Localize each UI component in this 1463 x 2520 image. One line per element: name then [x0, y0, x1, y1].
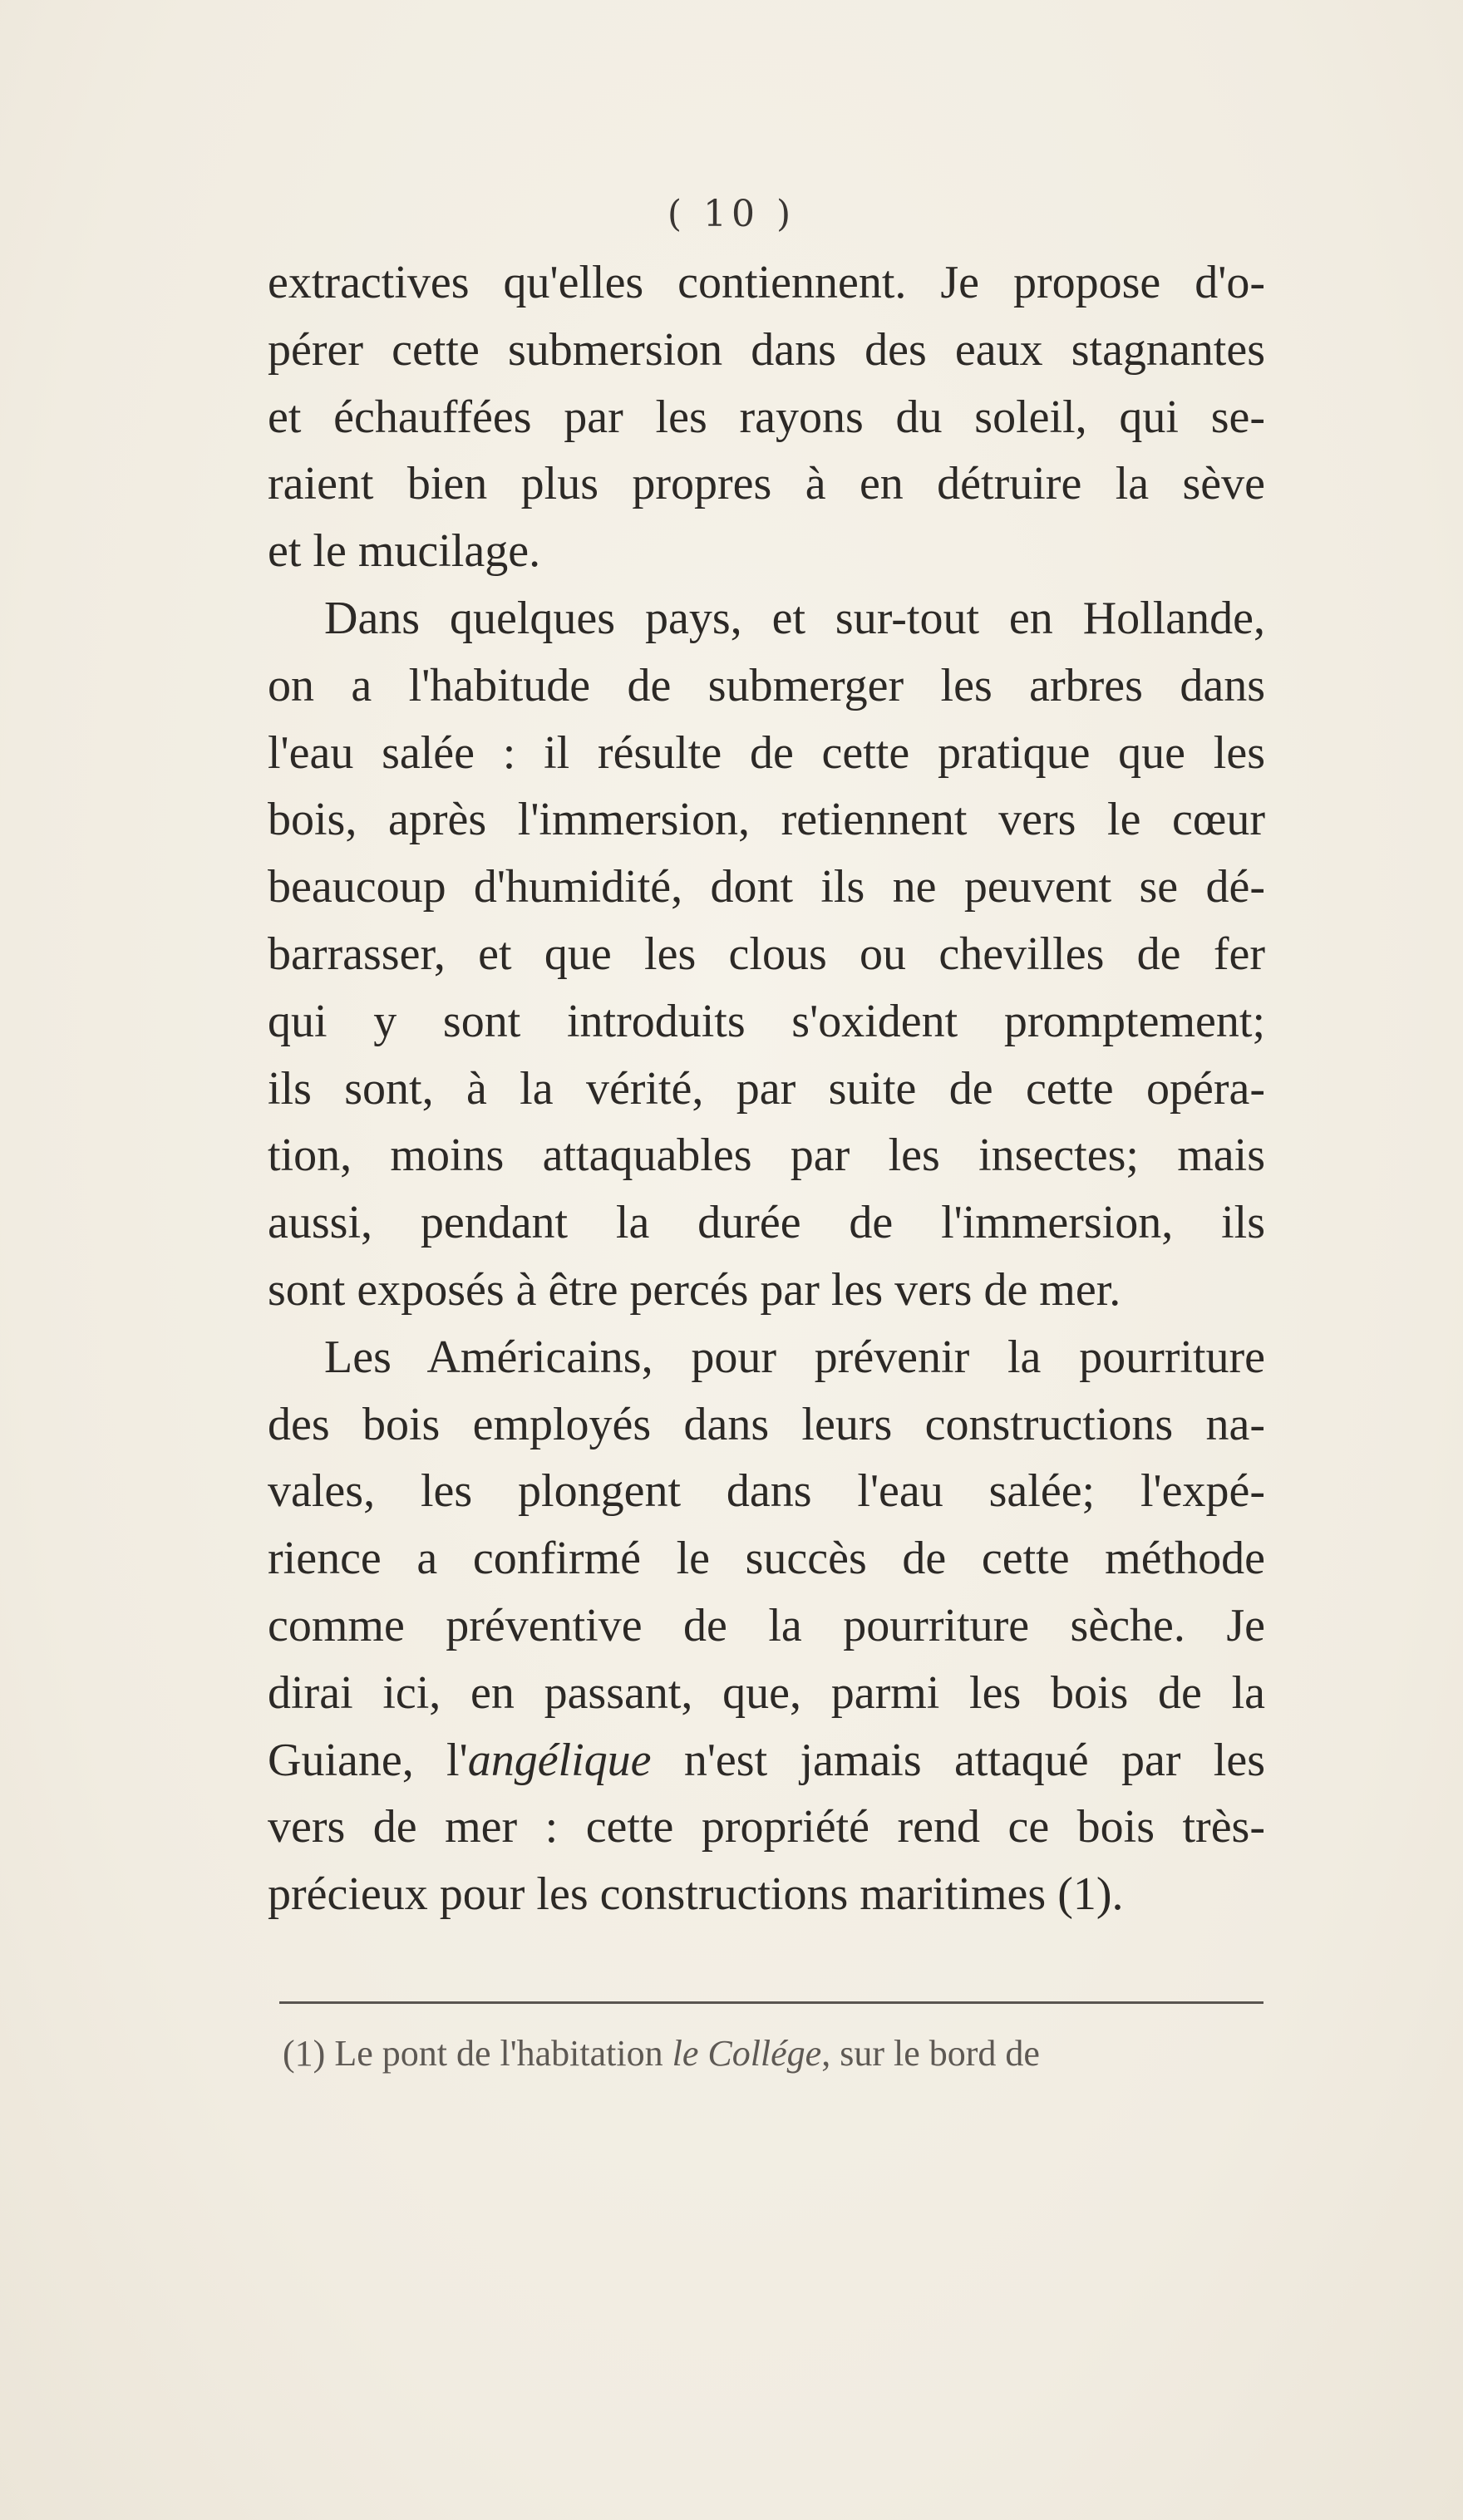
- text-line: raient bien plus propres à en détruire la sève: [268, 458, 1265, 510]
- text-line: qui y sont introduits s'oxident promptement;: [268, 995, 1265, 1047]
- text-line: pérer cette submersion dans des eaux stagnantes: [268, 323, 1265, 376]
- text-line: dirai ici, en passant, que, parmi les bois de la: [268, 1666, 1265, 1719]
- footnote-rule: [279, 2001, 1264, 2004]
- footnote: [283, 2032, 1280, 2075]
- text-line: extractives qu'elles contiennent. Je propose d'o-: [268, 257, 1265, 308]
- text-line-with-italic: [268, 1727, 1265, 1794]
- footnote-text: Le pont de l'habitation: [325, 2033, 672, 2074]
- text-line: précieux pour les constructions maritimes (1).: [268, 1868, 1124, 1921]
- paragraph-start-line: Dans quelques pays, et sur-tout en Hollande,: [324, 592, 1265, 644]
- footnote-text: , sur le bord de: [821, 2033, 1040, 2074]
- body-text: [268, 249, 1265, 1928]
- italic-term: angélique: [467, 1734, 652, 1786]
- footnote-italic: le Collége: [672, 2033, 822, 2074]
- paragraph-start-line: Les Américains, pour prévenir la pourriture: [324, 1331, 1265, 1383]
- text-line: l'eau salée : il résulte de cette pratique que les: [268, 726, 1265, 779]
- text-line: tion, moins attaquables par les insectes; mais: [268, 1130, 1265, 1182]
- page-number: ( 10 ): [667, 193, 796, 235]
- text-line: bois, après l'immersion, retiennent vers le cœur: [268, 794, 1265, 846]
- text-line: des bois employés dans leurs constructions na-: [268, 1398, 1265, 1450]
- text-line: vers de mer : cette propriété rend ce bois très-: [268, 1801, 1265, 1853]
- text-line: aussi, pendant la durée de l'immersion, ils: [268, 1197, 1265, 1249]
- footnote-marker: (1): [283, 2033, 326, 2074]
- text-line: et échauffées par les rayons du soleil, qui se-: [268, 391, 1265, 443]
- text-fragment: Guiane, l': [268, 1734, 468, 1786]
- text-fragment: n'est jamais attaqué par les: [651, 1734, 1266, 1786]
- text-line: beaucoup d'humidité, dont ils ne peuvent se dé-: [268, 861, 1265, 913]
- text-line: sont exposés à être percés par les vers de mer.: [268, 1263, 1121, 1316]
- text-line: rience a confirmé le succès de cette méthode: [268, 1533, 1265, 1585]
- text-line: vales, les plongent dans l'eau salée; l'expé-: [268, 1465, 1265, 1518]
- text-line: et le mucilage.: [268, 525, 541, 578]
- text-line: comme préventive de la pourriture sèche. Je: [268, 1599, 1265, 1651]
- text-line: barrasser, et que les clous ou chevilles de fer: [268, 928, 1265, 980]
- text-line: ils sont, à la vérité, par suite de cette opéra-: [268, 1062, 1265, 1115]
- text-line: on a l'habitude de submerger les arbres dans: [268, 659, 1265, 711]
